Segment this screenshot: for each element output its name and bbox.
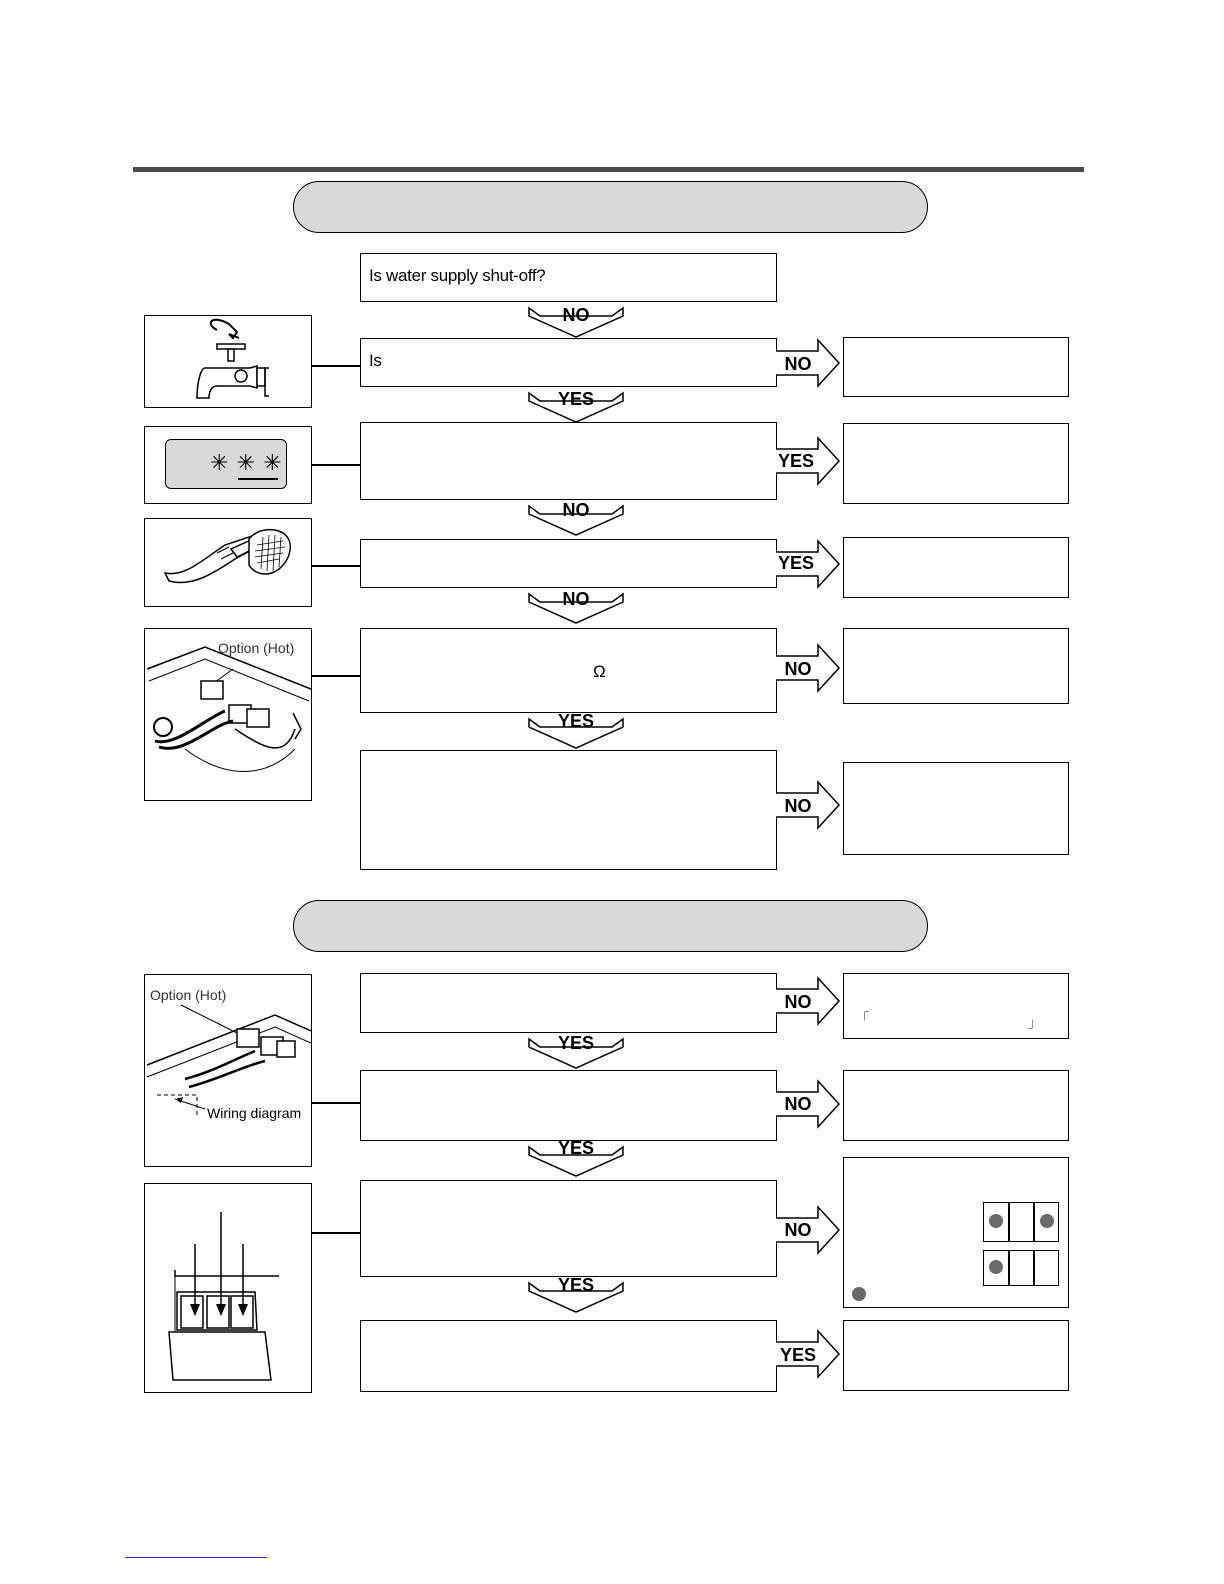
detergent-drawer-icon — [145, 1184, 311, 1392]
right-arrow-6 — [776, 977, 840, 1025]
result-6-open-bracket: 「 — [856, 1011, 870, 1026]
display-underline — [238, 478, 278, 480]
water-valve-illustration-1 — [144, 628, 312, 801]
result-box-3 — [843, 537, 1069, 598]
wire-5 — [312, 1102, 360, 1104]
right-arrow-2 — [776, 437, 840, 485]
result-box-2 — [843, 423, 1069, 504]
right-arrow-4-label: NO — [784, 659, 812, 679]
question-box-8 — [360, 1070, 777, 1141]
indicator-grid-top-div-1 — [1008, 1202, 1010, 1242]
question-box-10 — [360, 1320, 777, 1392]
result-box-9 — [843, 1320, 1069, 1391]
right-arrow-8 — [776, 1206, 840, 1254]
right-arrow-9-label: YES — [779, 1345, 817, 1365]
result-box-7 — [843, 1070, 1069, 1141]
right-arrow-7 — [776, 1080, 840, 1128]
display-panel — [165, 439, 287, 489]
question-box-5 — [360, 628, 777, 713]
right-arrow-3-label: YES — [777, 553, 815, 573]
result-6-close-bracket: 」 — [1028, 1015, 1042, 1030]
right-arrow-5 — [776, 781, 840, 829]
result-box-5 — [843, 762, 1069, 855]
down-arrow-1 — [528, 302, 624, 338]
legend-dot — [852, 1287, 866, 1301]
down-arrow-3-label: NO — [562, 500, 590, 520]
indicator-grid-top-div-2 — [1033, 1202, 1035, 1242]
faucet-icon — [145, 316, 311, 407]
result-box-4 — [843, 628, 1069, 704]
right-arrow-1-label: NO — [784, 354, 812, 374]
result-box-8 — [843, 1157, 1069, 1308]
wire-4 — [312, 675, 360, 677]
wire-2 — [312, 464, 360, 466]
wire-1 — [312, 365, 360, 367]
wire-3 — [312, 565, 360, 567]
question-box-4 — [360, 539, 777, 588]
brush-icon — [145, 519, 311, 606]
down-arrow-7 — [528, 1138, 624, 1177]
right-arrow-5-label: NO — [784, 796, 812, 816]
down-arrow-6-label: YES — [557, 1033, 595, 1053]
section-header-1 — [293, 181, 928, 233]
display-illustration — [144, 426, 312, 504]
question-box-2 — [360, 338, 777, 387]
right-arrow-3 — [776, 540, 840, 588]
water-valve-illustration-2 — [144, 974, 312, 1167]
valve-option-label-2: Option (Hot) — [150, 987, 227, 1003]
question-box-6 — [360, 750, 777, 870]
indicator-grid-bottom-div-2 — [1033, 1250, 1035, 1286]
indicator-dot-3 — [989, 1260, 1003, 1274]
question-box-9 — [360, 1180, 777, 1277]
indicator-dot-1 — [989, 1214, 1003, 1228]
question-2-text: Is — [369, 351, 382, 370]
right-arrow-9 — [776, 1330, 840, 1378]
question-1-text: Is water supply shut-off? — [369, 266, 546, 285]
question-box-3 — [360, 422, 777, 500]
down-arrow-3 — [528, 500, 624, 536]
right-arrow-7-label: NO — [784, 1094, 812, 1114]
wire-6 — [312, 1232, 360, 1234]
down-arrow-1-label: NO — [562, 305, 590, 325]
down-arrow-4 — [528, 588, 624, 624]
down-arrow-2 — [528, 387, 624, 423]
wiring-diagram-label: Wiring diagram — [207, 1105, 302, 1121]
down-arrow-8 — [528, 1277, 624, 1313]
brush-filter-illustration — [144, 518, 312, 607]
down-arrow-5 — [528, 713, 624, 749]
result-box-6 — [843, 973, 1069, 1039]
valve-wiring-icon — [145, 975, 311, 1166]
ohm-symbol: Ω — [593, 662, 606, 681]
top-rule — [133, 167, 1084, 172]
detergent-drawer-illustration — [144, 1183, 312, 1393]
right-arrow-4 — [776, 644, 840, 692]
indicator-dot-2 — [1040, 1214, 1054, 1228]
right-arrow-1 — [776, 339, 840, 387]
valve-option-label-1: Option (Hot) — [218, 640, 295, 656]
down-arrow-6 — [528, 1033, 624, 1069]
section-header-2 — [293, 900, 928, 952]
down-arrow-7-label: YES — [557, 1138, 595, 1158]
down-arrow-2-label: YES — [557, 389, 595, 409]
down-arrow-8-label: YES — [557, 1275, 595, 1295]
question-box-7 — [360, 973, 777, 1033]
result-box-1 — [843, 337, 1069, 397]
right-arrow-6-label: NO — [784, 992, 812, 1012]
display-symbols: ✳ ✳ ✳ — [210, 450, 283, 475]
footer-rule — [125, 1557, 267, 1558]
water-valve-icon — [145, 629, 311, 800]
indicator-grid-bottom-div-1 — [1008, 1250, 1010, 1286]
down-arrow-5-label: YES — [557, 711, 595, 731]
faucet-illustration — [144, 315, 312, 408]
right-arrow-2-label: YES — [777, 451, 815, 471]
question-box-1 — [360, 253, 777, 302]
down-arrow-4-label: NO — [562, 589, 590, 609]
right-arrow-8-label: NO — [784, 1220, 812, 1240]
